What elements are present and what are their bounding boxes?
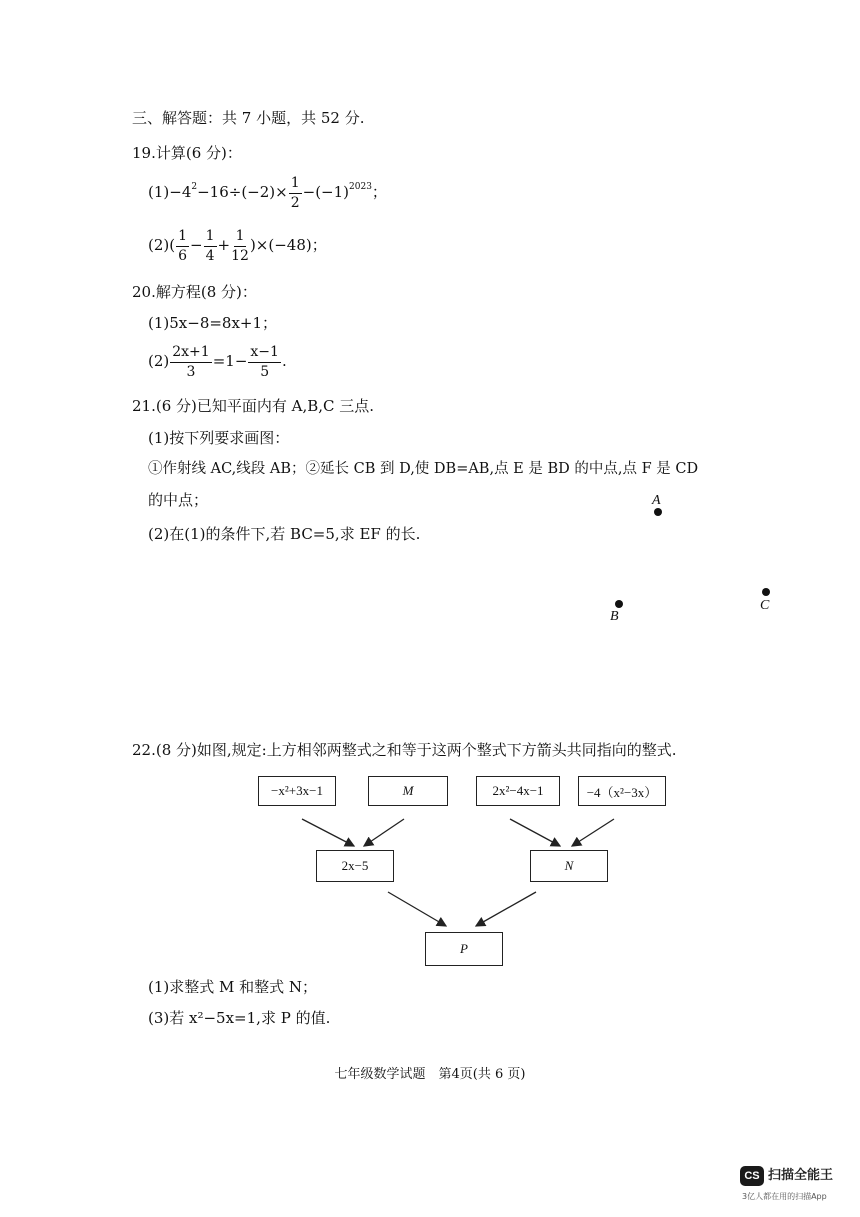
q20-p2-mid: =1− (212, 352, 248, 371)
q19-p1-exp1: 2 (191, 182, 198, 193)
q21-part1: (1)按下列要求画图： (148, 429, 290, 447)
q19-p1-end: ； (371, 183, 387, 202)
q21-part2: (2)在(1)的条件下,若 BC=5,求 EF 的长. (148, 525, 421, 543)
arrow-b3-b6 (510, 819, 560, 846)
page-footer: 七年级数学试题 第4页(共 6 页) (334, 1067, 526, 1082)
q19-p2-f3-num: 1 (234, 229, 247, 247)
q19-p2-f2-num: 1 (204, 229, 217, 247)
expr-box-5: 2x−5 (316, 850, 394, 882)
q21-label: 21.(6 分)已知平面内有 A,B,C 三点. (132, 397, 375, 415)
expr-box-3: 2x²−4x−1 (476, 776, 560, 806)
expr-box-n: N (530, 850, 608, 882)
q20-p2-prefix: (2) (148, 352, 170, 371)
q21-part1-text2: 的中点； (148, 491, 209, 509)
q19-p2-f2-den: 4 (205, 247, 215, 264)
q21-part1-text1: ①作射线 AC,线段 AB；②延长 CB 到 D,使 DB=AB,点 E 是 BD 的中点,点 F 是 CD (148, 461, 699, 477)
q19-label: 19.计算(6 分)： (132, 144, 242, 162)
expr-box-1: −x²+3x−1 (258, 776, 336, 806)
watermark-tagline: 3亿人都在用的扫描App (742, 1192, 827, 1201)
q20-p2-r-num: x−1 (248, 345, 281, 363)
q20-p2-r-den: 5 (260, 363, 270, 380)
q22-label: 22.(8 分)如图,规定:上方相邻两整式之和等于这两个整式下方箭头共同指向的整式. (132, 741, 677, 759)
arrow-b2-b5 (364, 819, 404, 846)
point-a-label: A (652, 493, 661, 508)
camscanner-logo-icon: CS (740, 1166, 764, 1186)
q20-p2-l-den: 3 (186, 363, 196, 380)
q22-part1: (1)求整式 M 和整式 N； (148, 978, 318, 996)
expr-box-4: −4（x²−3x） (578, 776, 666, 806)
watermark-brand: 扫描全能王 (768, 1168, 834, 1183)
q19-p2-open: (2)( (148, 236, 176, 255)
arrow-b4-b6 (572, 819, 614, 846)
q20-p2-l-num: 2x+1 (170, 345, 211, 363)
q19-p1-mid: −16÷(−2)× (197, 183, 288, 202)
q20-part1: (1)5x−8=8x+1； (148, 314, 278, 332)
q19-p1-den: 2 (290, 194, 300, 211)
q19-p2-f1-num: 1 (176, 229, 189, 247)
q20-p2-end: . (281, 352, 287, 371)
arrow-b5-b7 (388, 892, 446, 926)
q19-p1-exp2: 2023 (349, 182, 372, 193)
expr-box-m: M (368, 776, 448, 806)
q19-p2-f3-den: 12 (231, 247, 249, 264)
q19-p2-op2: + (217, 236, 231, 255)
arrow-b6-b7 (476, 892, 536, 926)
q19-p2-end: )×(−48)； (249, 236, 327, 255)
q19-p1-prefix: (1)−4 (148, 183, 192, 202)
q20-label: 20.解方程(8 分)： (132, 283, 257, 301)
section-title: 三、解答题：共 7 小题，共 52 分. (132, 109, 365, 127)
q19-p1-num: 1 (289, 176, 302, 194)
q19-p2-op1: − (190, 236, 203, 255)
expr-box-p: P (425, 932, 503, 966)
point-c-label: C (760, 598, 770, 613)
q19-p2-f1-den: 6 (178, 247, 188, 264)
arrow-b1-b5 (302, 819, 354, 846)
point-b-label: B (610, 609, 619, 624)
q19-p1-after: −(−1) (302, 183, 350, 202)
q22-part3: (3)若 x²−5x=1,求 P 的值. (148, 1009, 331, 1027)
